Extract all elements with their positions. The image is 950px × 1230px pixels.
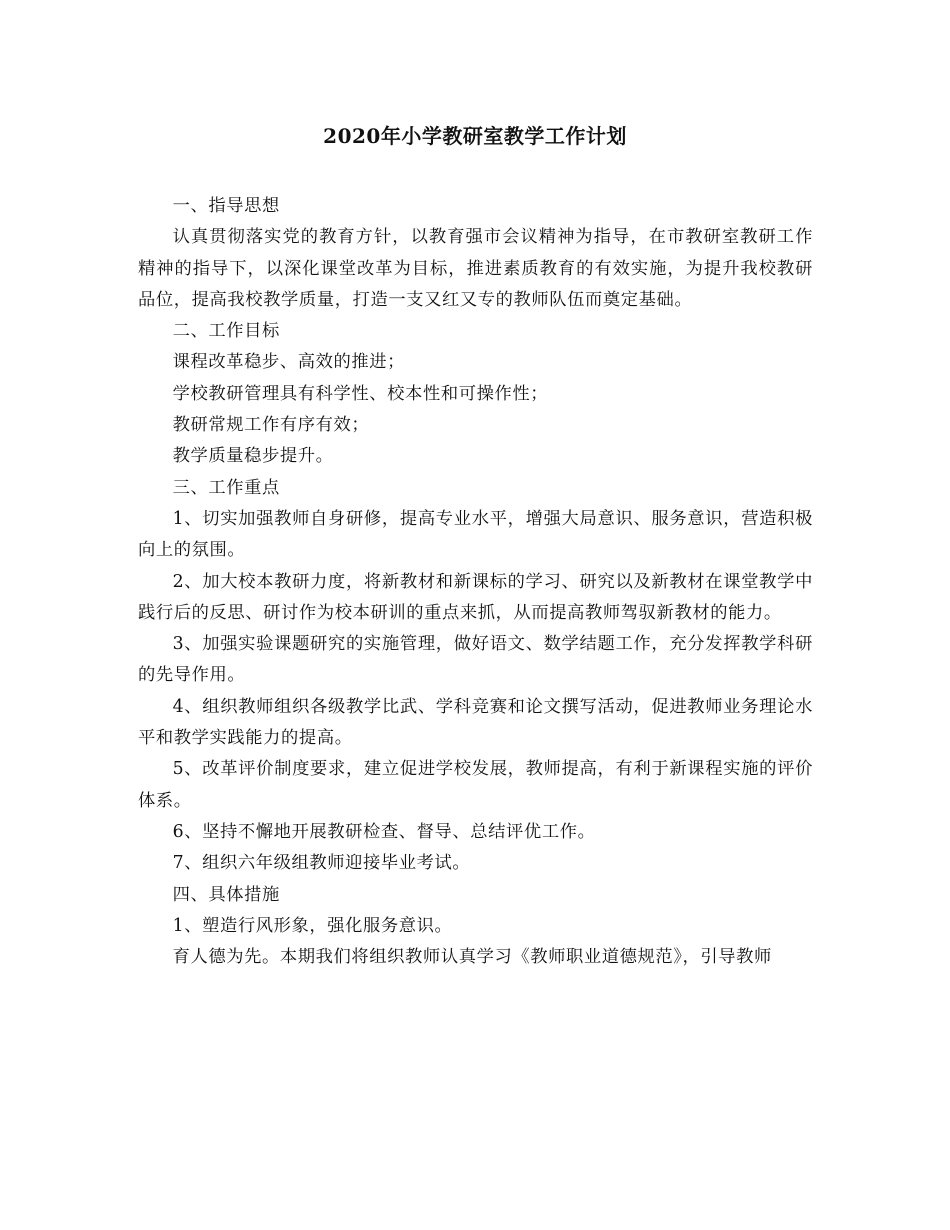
paragraph: 育人德为先。本期我们将组织教师认真学习《教师职业道德规范》，引导教师	[172, 947, 772, 968]
goal-item: 教学质量稳步提升。	[172, 446, 334, 467]
goal-item: 课程改革稳步、高效的推进；	[172, 352, 406, 373]
goal-item: 教研常规工作有序有效；	[172, 415, 370, 436]
paragraph: 认真贯彻落实党的教育方针，以教育强市会议精神为指导，在市教研室教研工作精神的指导下，以深化课堂改革为目标，推进素质教育的有效实施，为提升我校教研品位，提高我校教学质量，打造一支又红又专的教师队伍而奠定基础。	[138, 227, 813, 310]
focus-item: 7、组织六年级组教师迎接毕业考试。	[172, 853, 471, 874]
focus-item: 4、组织教师组织各级教学比武、学科竞赛和论文撰写活动，促进教师业务理论水平和教学实践能力的提高。	[138, 696, 813, 749]
section-heading-guiding-ideology: 一、指导思想	[172, 196, 280, 216]
section-heading-work-focus: 三、工作重点	[172, 477, 280, 498]
focus-item: 5、改革评价制度要求，建立促进学校发展，教师提高，有利于新课程实施的评价体系。	[138, 759, 813, 811]
focus-item: 6、坚持不懈地开展教研检查、督导、总结评优工作。	[172, 821, 596, 842]
document-body	[138, 191, 813, 973]
focus-item: 1、切实加强教师自身研修，提高专业水平，增强大局意识、服务意识，营造积极向上的氛围。	[138, 508, 813, 561]
focus-item: 2、加大校本教研力度，将新教材和新课标的学习、研究以及新教材在课堂教学中践行后的反思、研讨作为校本研训的重点来抓，从而提高教师驾驭新教材的能力。	[138, 571, 813, 623]
measure-item: 1、塑造行风形象，强化服务意识。	[172, 915, 453, 936]
document-title: 2020年小学教研室教学工作计划	[323, 124, 627, 148]
section-heading-measures: 四、具体措施	[172, 884, 280, 905]
focus-item: 3、加强实验课题研究的实施管理，做好语文、数学结题工作，充分发挥教学科研的先导作用。	[138, 634, 813, 686]
section-heading-work-goals: 二、工作目标	[172, 321, 280, 342]
goal-item: 学校教研管理具有科学性、校本性和可操作性；	[172, 383, 549, 404]
